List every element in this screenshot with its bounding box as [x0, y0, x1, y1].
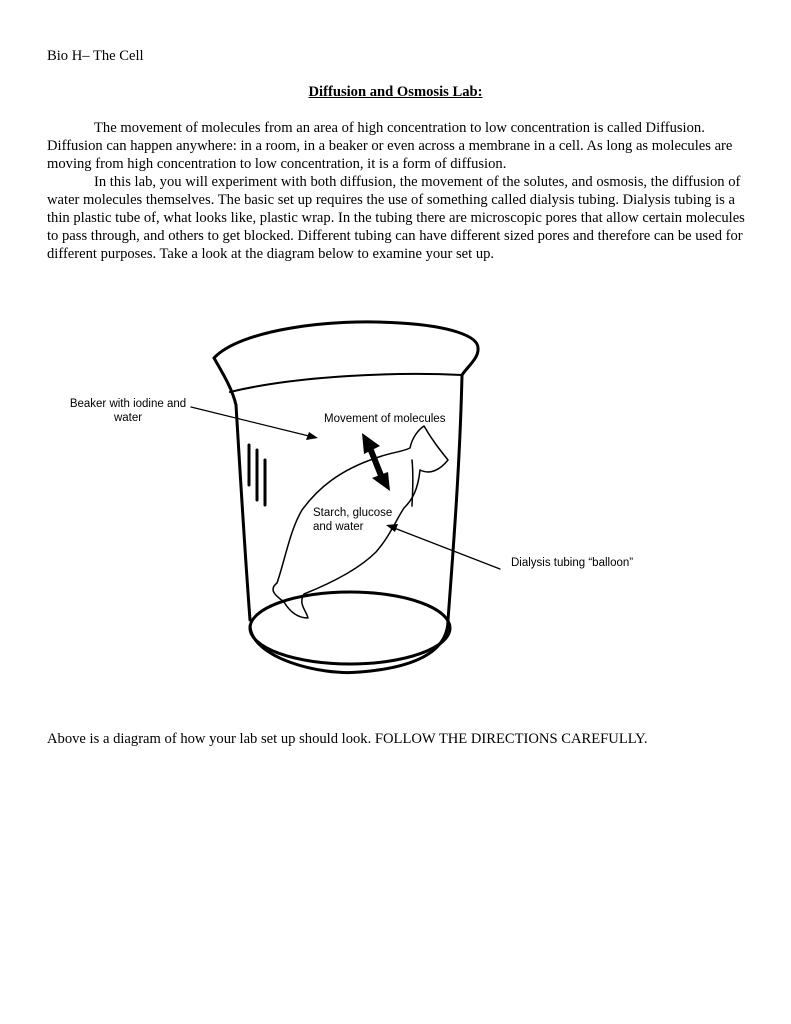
label-beaker: Beaker with iodine and water: [69, 398, 187, 424]
page-title: Diffusion and Osmosis Lab:: [308, 84, 483, 100]
beaker-pointer-arrowhead: [306, 432, 318, 440]
label-movement-of-molecules: Movement of molecules: [324, 413, 446, 425]
beaker-right-wall: [448, 375, 462, 620]
beaker-spout: [214, 358, 236, 405]
beaker-left-wall: [236, 405, 250, 620]
document-header: Bio H– The Cell: [47, 48, 144, 64]
dialysis-pointer-line: [389, 526, 500, 569]
body-text: [47, 119, 747, 263]
paragraph-lab-setup: In this lab, you will experiment with both diffusion, the movement of the solutes, and osmosis, the diffusion of water molecules themselves. The basic set up requires the use of something called dialysis tubing. Dialysis tubing is a thin plastic tube of, what looks like, plastic wrap. In the tubing there are microscopic pores that allow certain molecules to pass through, and others to get blocked. Different tubing can have different sized pores and therefore can be used for different purposes. Take a look at the diagram below to examine your set up.: [47, 174, 745, 262]
beaker-bottom: [250, 592, 450, 664]
beaker-pointer-line: [191, 407, 313, 437]
label-starch-glucose-water: Starch, glucose and water: [313, 507, 393, 533]
paragraph-diffusion: The movement of molecules from an area of high concentration to low concentration is called Diffusion. Diffusion can happen anywhere: in a room, in a beaker or even across a membrane in a cell. As long as molecules are moving from high concentration to low concentration, it is a form of diffusion.: [47, 120, 733, 172]
beaker-rim: [214, 322, 478, 375]
footer-instruction: Above is a diagram of how your lab set up should look. FOLLOW THE DIRECTIONS CAREFULLY.: [47, 731, 648, 747]
label-dialysis-tubing: Dialysis tubing “balloon”: [511, 557, 634, 569]
beaker-diagram: [0, 320, 791, 690]
